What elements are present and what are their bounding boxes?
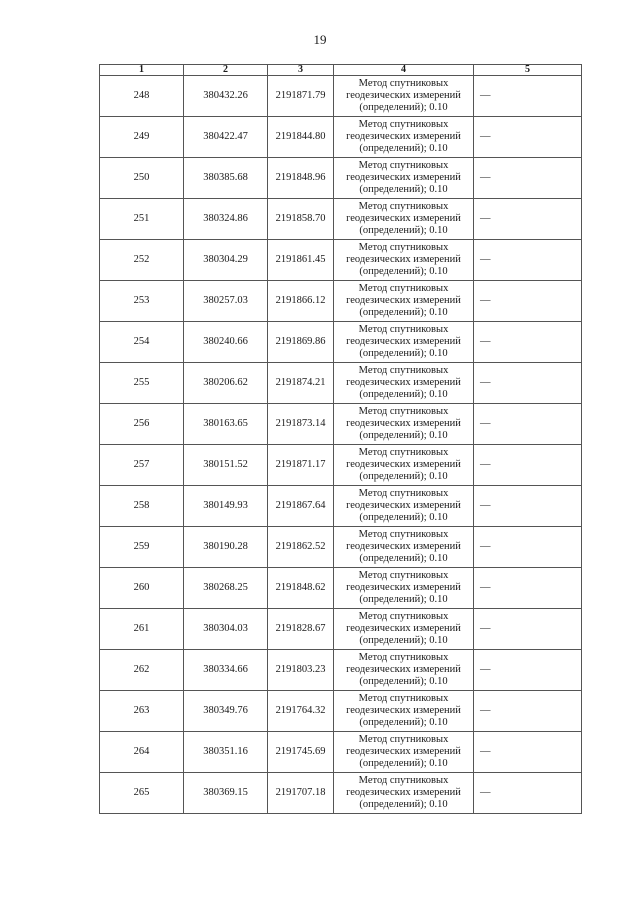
point-number-cell: 260 (100, 568, 184, 609)
method-cell: Метод спутниковых геодезических измерений (определений); 0.10 (334, 527, 474, 568)
table-body (100, 76, 582, 814)
method-cell: Метод спутниковых геодезических измерений (определений); 0.10 (334, 117, 474, 158)
note-cell: — (474, 691, 582, 732)
x-coordinate-cell: 380422.47 (184, 117, 268, 158)
note-cell: — (474, 404, 582, 445)
method-cell: Метод спутниковых геодезических измерений (определений); 0.10 (334, 404, 474, 445)
point-number-cell: 264 (100, 732, 184, 773)
x-coordinate-cell: 380149.93 (184, 486, 268, 527)
point-number-cell: 256 (100, 404, 184, 445)
y-coordinate-cell: 2191828.67 (268, 609, 334, 650)
x-coordinate-cell: 380240.66 (184, 322, 268, 363)
note-cell: — (474, 76, 582, 117)
point-number-cell: 248 (100, 76, 184, 117)
method-cell: Метод спутниковых геодезических измерений (определений); 0.10 (334, 158, 474, 199)
point-number-cell: 255 (100, 363, 184, 404)
x-coordinate-cell: 380257.03 (184, 281, 268, 322)
note-cell: — (474, 527, 582, 568)
table-row (100, 363, 582, 404)
note-cell: — (474, 363, 582, 404)
method-cell: Метод спутниковых геодезических измерений (определений); 0.10 (334, 650, 474, 691)
y-coordinate-cell: 2191745.69 (268, 732, 334, 773)
x-coordinate-cell: 380304.29 (184, 240, 268, 281)
point-number-cell: 263 (100, 691, 184, 732)
point-number-cell: 258 (100, 486, 184, 527)
point-number-cell: 254 (100, 322, 184, 363)
note-cell: — (474, 650, 582, 691)
header-col-4: 4 (334, 65, 474, 76)
point-number-cell: 249 (100, 117, 184, 158)
note-cell: — (474, 281, 582, 322)
x-coordinate-cell: 380334.66 (184, 650, 268, 691)
method-cell: Метод спутниковых геодезических измерений (определений); 0.10 (334, 240, 474, 281)
x-coordinate-cell: 380349.76 (184, 691, 268, 732)
note-cell: — (474, 322, 582, 363)
table-row (100, 199, 582, 240)
y-coordinate-cell: 2191867.64 (268, 486, 334, 527)
page-number: 19 (313, 32, 327, 47)
method-cell: Метод спутниковых геодезических измерений (определений); 0.10 (334, 199, 474, 240)
header-row (100, 65, 582, 76)
method-cell: Метод спутниковых геодезических измерений (определений); 0.10 (334, 568, 474, 609)
point-number-cell: 252 (100, 240, 184, 281)
x-coordinate-cell: 380304.03 (184, 609, 268, 650)
table-row (100, 117, 582, 158)
point-number-cell: 261 (100, 609, 184, 650)
note-cell: — (474, 609, 582, 650)
method-cell: Метод спутниковых геодезических измерений (определений); 0.10 (334, 445, 474, 486)
y-coordinate-cell: 2191848.96 (268, 158, 334, 199)
header-col-5: 5 (474, 65, 582, 76)
y-coordinate-cell: 2191707.18 (268, 773, 334, 814)
x-coordinate-cell: 380369.15 (184, 773, 268, 814)
method-cell: Метод спутниковых геодезических измерений (определений); 0.10 (334, 322, 474, 363)
table-row (100, 281, 582, 322)
table-row (100, 158, 582, 199)
table-row (100, 568, 582, 609)
point-number-cell: 265 (100, 773, 184, 814)
note-cell: — (474, 117, 582, 158)
table-row (100, 240, 582, 281)
y-coordinate-cell: 2191866.12 (268, 281, 334, 322)
x-coordinate-cell: 380190.28 (184, 527, 268, 568)
y-coordinate-cell: 2191764.32 (268, 691, 334, 732)
note-cell: — (474, 199, 582, 240)
point-number-cell: 251 (100, 199, 184, 240)
x-coordinate-cell: 380163.65 (184, 404, 268, 445)
note-cell: — (474, 445, 582, 486)
coordinates-table (99, 64, 582, 814)
method-cell: Метод спутниковых геодезических измерений (определений); 0.10 (334, 609, 474, 650)
point-number-cell: 257 (100, 445, 184, 486)
table-row (100, 773, 582, 814)
table-row (100, 650, 582, 691)
header-col-2: 2 (184, 65, 268, 76)
method-cell: Метод спутниковых геодезических измерений (определений); 0.10 (334, 281, 474, 322)
method-cell: Метод спутниковых геодезических измерений (определений); 0.10 (334, 363, 474, 404)
point-number-cell: 259 (100, 527, 184, 568)
x-coordinate-cell: 380268.25 (184, 568, 268, 609)
x-coordinate-cell: 380324.86 (184, 199, 268, 240)
x-coordinate-cell: 380385.68 (184, 158, 268, 199)
x-coordinate-cell: 380432.26 (184, 76, 268, 117)
y-coordinate-cell: 2191871.17 (268, 445, 334, 486)
method-cell: Метод спутниковых геодезических измерений (определений); 0.10 (334, 732, 474, 773)
method-cell: Метод спутниковых геодезических измерений (определений); 0.10 (334, 486, 474, 527)
note-cell: — (474, 568, 582, 609)
note-cell: — (474, 240, 582, 281)
y-coordinate-cell: 2191874.21 (268, 363, 334, 404)
y-coordinate-cell: 2191873.14 (268, 404, 334, 445)
point-number-cell: 250 (100, 158, 184, 199)
note-cell: — (474, 158, 582, 199)
x-coordinate-cell: 380151.52 (184, 445, 268, 486)
method-cell: Метод спутниковых геодезических измерений (определений); 0.10 (334, 691, 474, 732)
y-coordinate-cell: 2191803.23 (268, 650, 334, 691)
table-row (100, 527, 582, 568)
note-cell: — (474, 773, 582, 814)
method-cell: Метод спутниковых геодезических измерений (определений); 0.10 (334, 76, 474, 117)
table-row (100, 691, 582, 732)
point-number-cell: 253 (100, 281, 184, 322)
y-coordinate-cell: 2191848.62 (268, 568, 334, 609)
y-coordinate-cell: 2191862.52 (268, 527, 334, 568)
table-row (100, 732, 582, 773)
table-header (100, 65, 582, 76)
note-cell: — (474, 486, 582, 527)
table-row (100, 76, 582, 117)
table-row (100, 322, 582, 363)
y-coordinate-cell: 2191858.70 (268, 199, 334, 240)
note-cell: — (474, 732, 582, 773)
y-coordinate-cell: 2191869.86 (268, 322, 334, 363)
table-row (100, 404, 582, 445)
coordinates-table-container (99, 64, 581, 814)
header-col-1: 1 (100, 65, 184, 76)
table-row (100, 445, 582, 486)
header-col-3: 3 (268, 65, 334, 76)
x-coordinate-cell: 380351.16 (184, 732, 268, 773)
point-number-cell: 262 (100, 650, 184, 691)
x-coordinate-cell: 380206.62 (184, 363, 268, 404)
method-cell: Метод спутниковых геодезических измерений (определений); 0.10 (334, 773, 474, 814)
table-row (100, 486, 582, 527)
y-coordinate-cell: 2191844.80 (268, 117, 334, 158)
table-row (100, 609, 582, 650)
y-coordinate-cell: 2191871.79 (268, 76, 334, 117)
y-coordinate-cell: 2191861.45 (268, 240, 334, 281)
